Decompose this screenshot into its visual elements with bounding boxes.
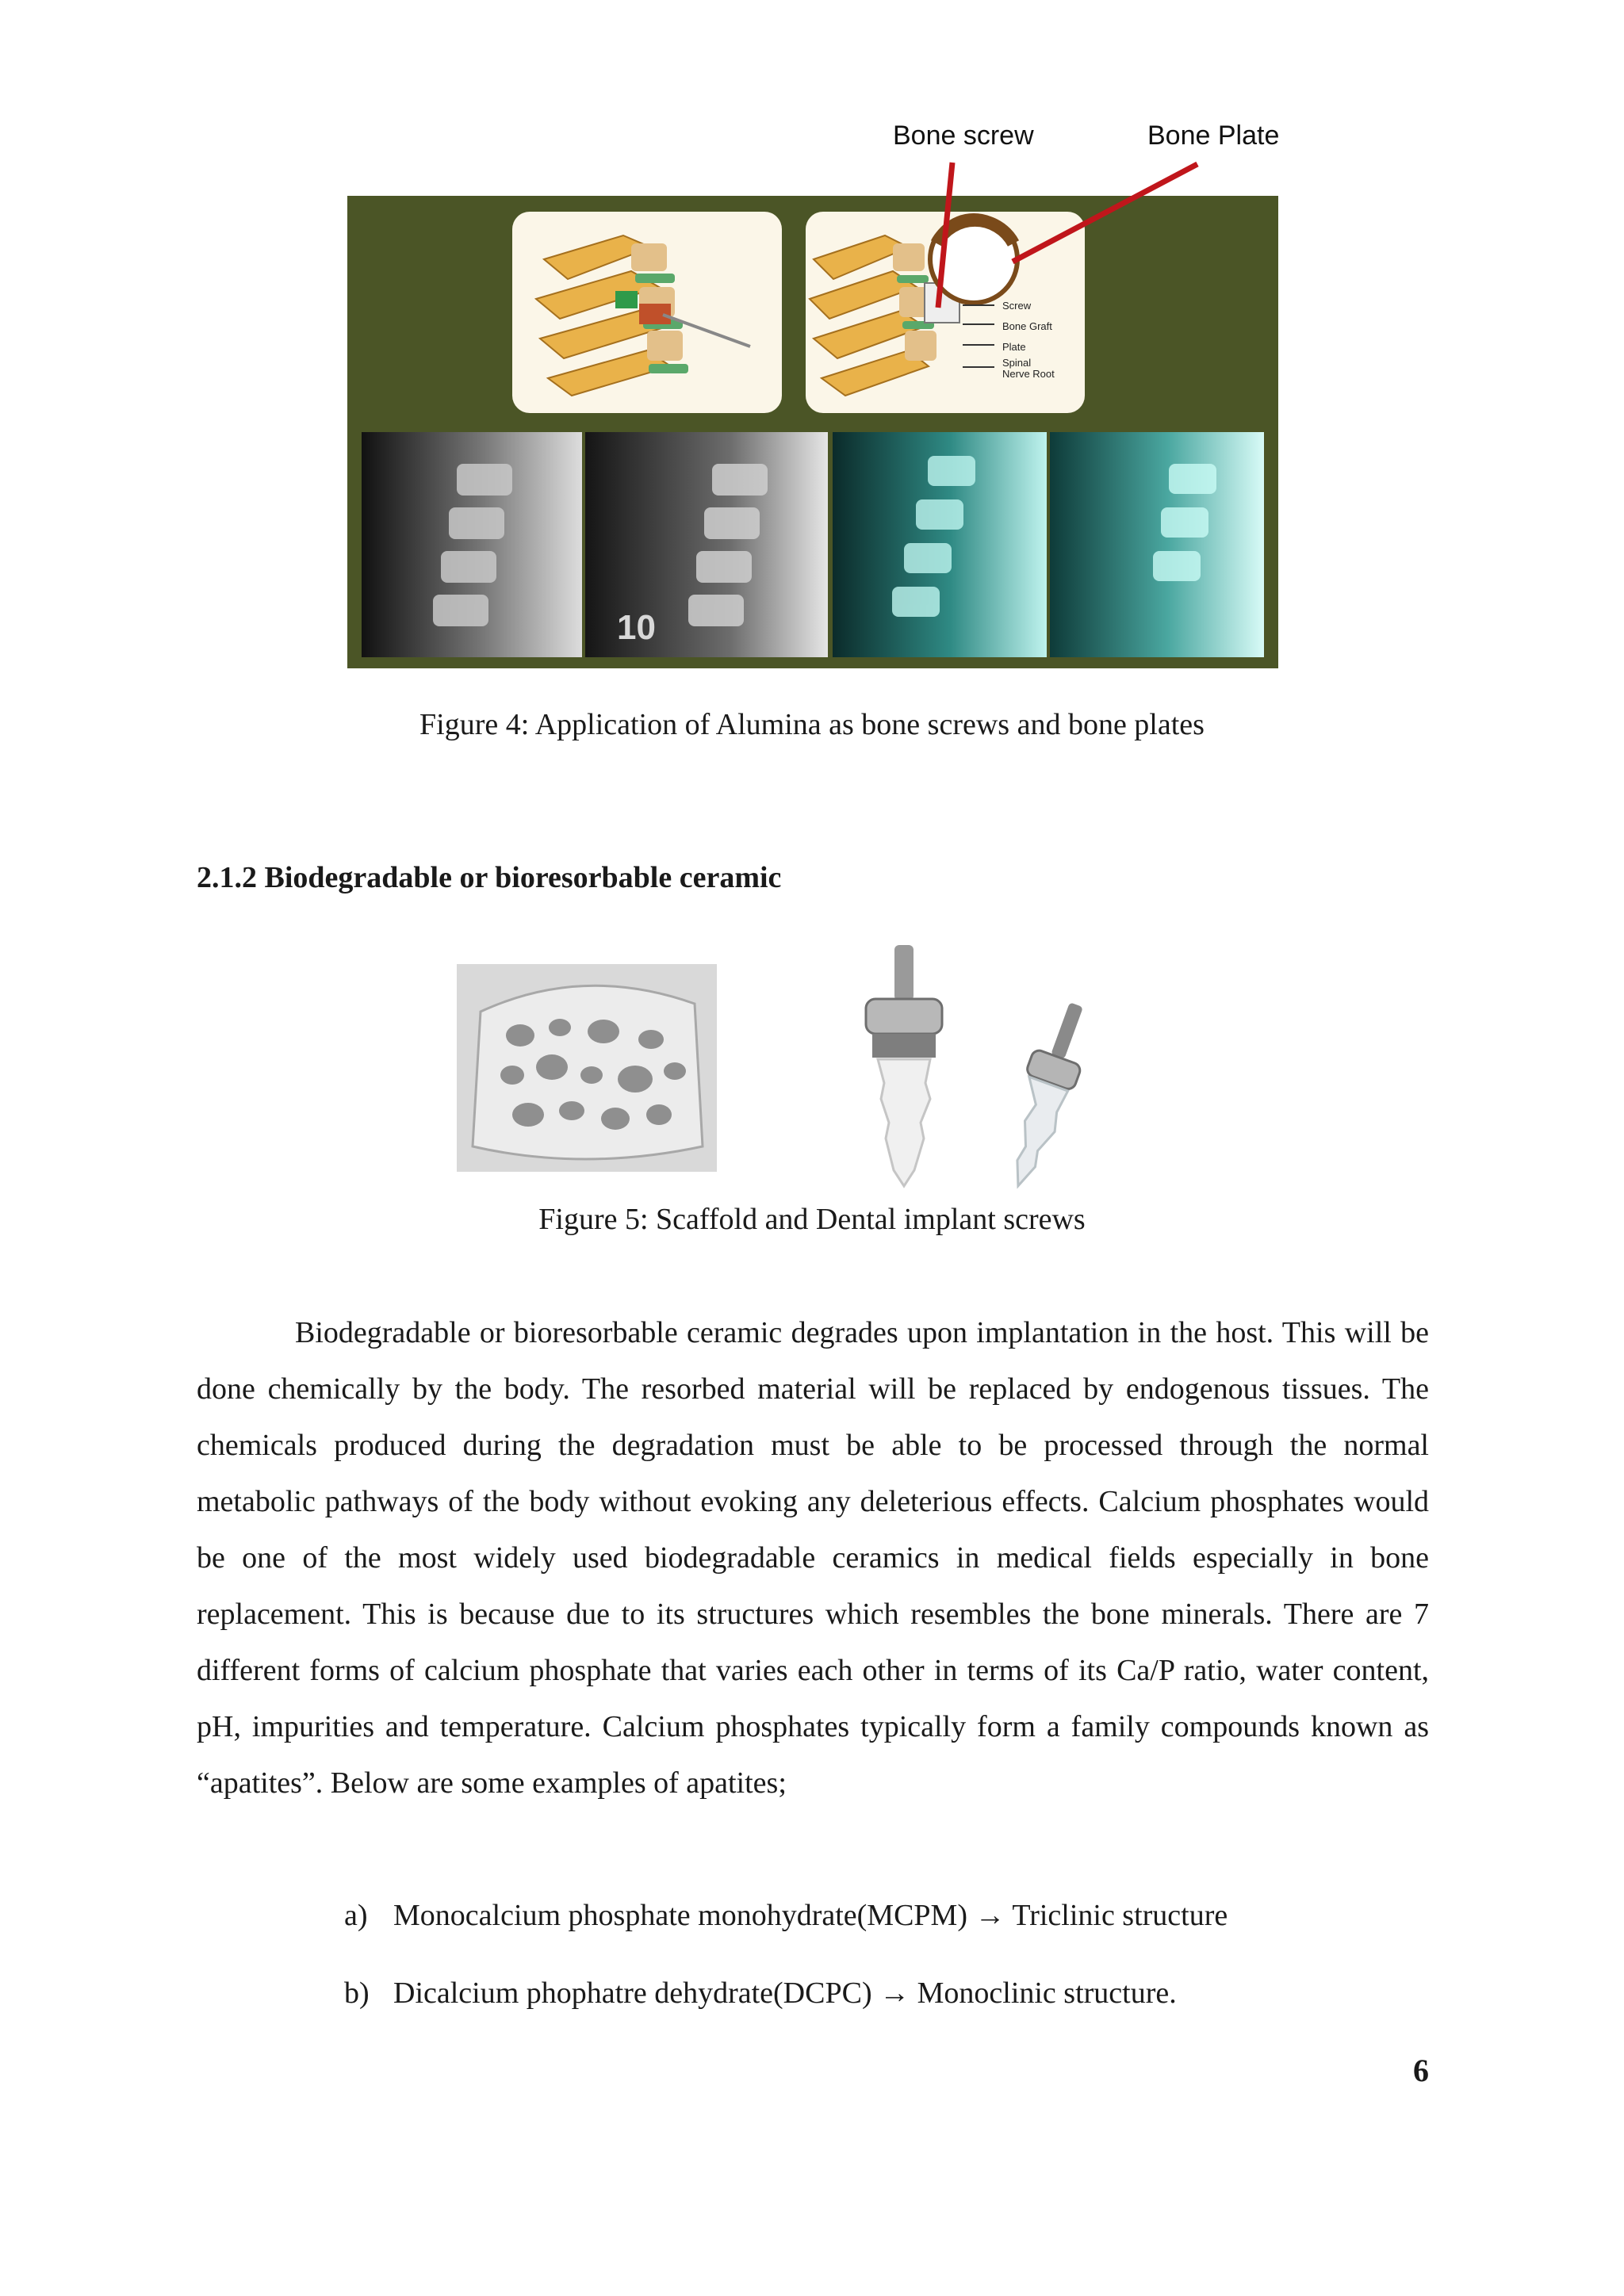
implant-screw-2 [988,997,1101,1192]
list-text-b: Dicalcium phophatre dehydrate(DCPC) → Monoclinic structure. [393,1976,1177,2010]
callout-bone-plate: Bone Plate [1147,121,1280,151]
diagram-label-plate: Plate [1002,341,1026,353]
list-text-a: Monocalcium phosphate monohydrate(MCPM) → Triclinic structure [393,1899,1228,1932]
figure-4-caption: Figure 4: Application of Alumina as bone screws and bone plates [419,708,1205,741]
diagram-label-spinal: Spinal [1002,357,1032,369]
dental-implant-screws-image [837,940,1170,1202]
xray-scale-mark: 10 [617,608,656,647]
implant-screw-1 [866,945,942,1186]
callout-lines [0,0,1624,555]
diagram-label-bone-graft: Bone Graft [1002,320,1052,332]
page-number: 6 [1413,2053,1429,2088]
body-paragraph [197,1305,1429,1812]
list-item-b [344,1976,1177,2011]
list-marker-a: a) [344,1899,368,1932]
scaffold-image [457,964,717,1172]
bone-plate-pointer [1013,164,1197,262]
list-marker-b: b) [344,1976,370,2010]
bone-screw-pointer [938,163,952,308]
diagram-label-screw: Screw [1002,300,1032,312]
body-paragraph-text: Biodegradable or bioresorbable ceramic degrades upon implantation in the host. This will be done chemically by the body. The resorbed material will be replaced by endogenous tissues. The chemicals produced during the degradation must be able to be processed through the normal metabolic pathways of the body without evoking any deleterious effects. Calcium phosphates would be one of the most widely used biodegradable ceramics in medical fields especially in bone replacement. This is because due to its structures which resembles the bone minerals. There are 7 different forms of calcium phosphate that varies each other in terms of its Ca/P ratio, water content, pH, impurities and temperature. Calcium phosphates typically form a family compounds known as “apatites”. Below are some examples of apatites; [197,1316,1429,1800]
list-item-a [344,1898,1228,1933]
diagram-label-nerve-root: Nerve Root [1002,368,1055,380]
figure-5-caption: Figure 5: Scaffold and Dental implant screws [538,1203,1086,1236]
callout-bone-screw: Bone screw [893,121,1034,151]
section-heading: 2.1.2 Biodegradable or bioresorbable ceramic [197,861,782,894]
